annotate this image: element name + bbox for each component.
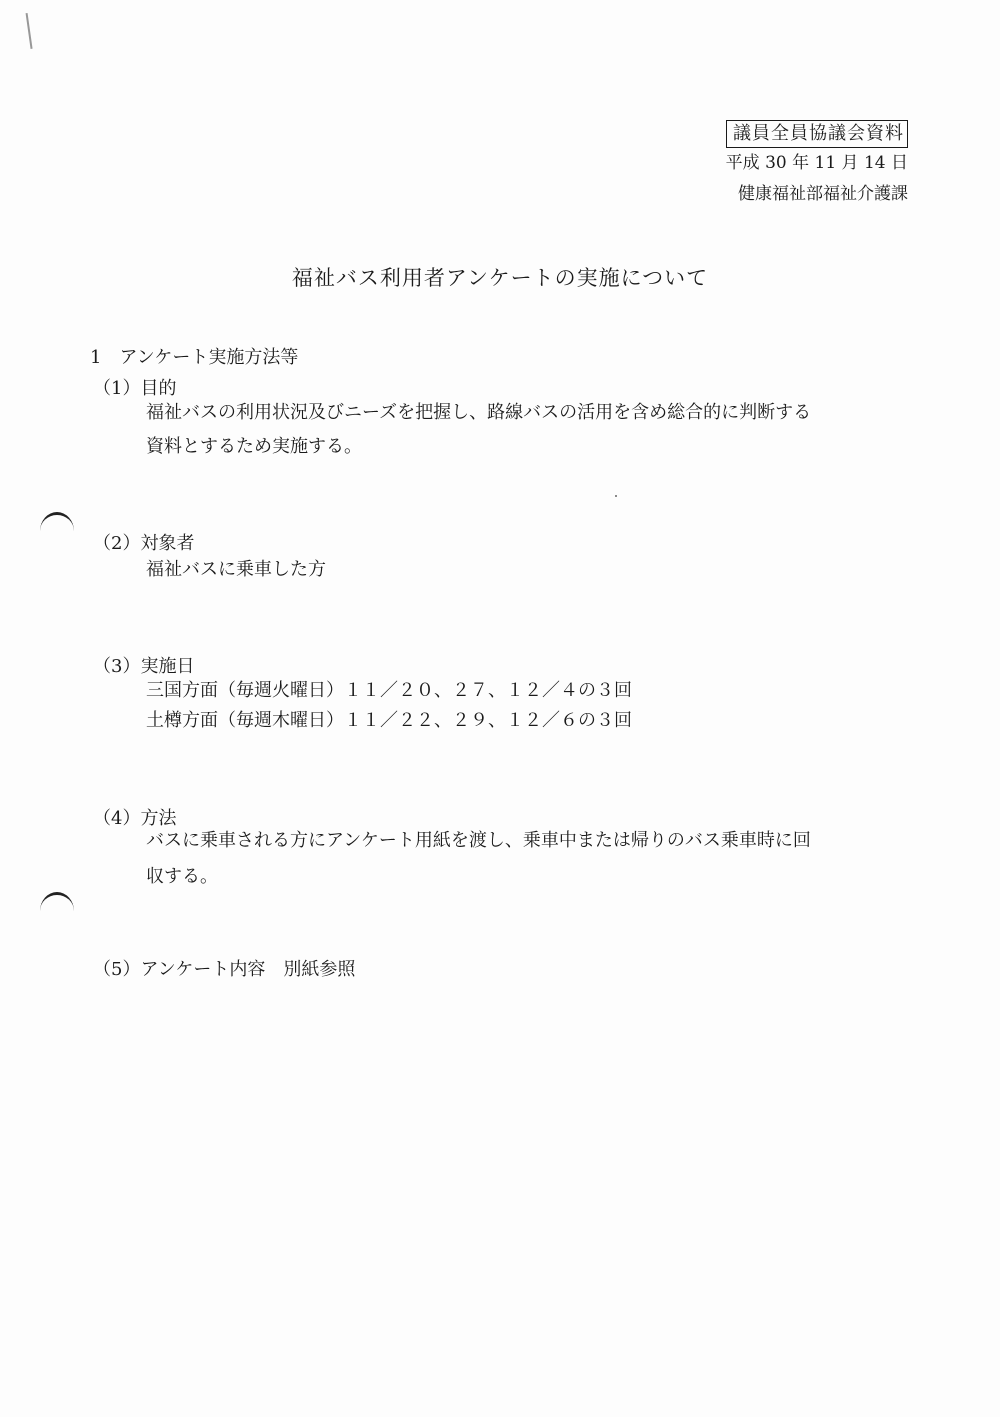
item-text-method-line2: 収する。 xyxy=(146,866,218,887)
item-heading-purpose: （1）目的 xyxy=(93,378,177,399)
punch-hole-bottom xyxy=(40,892,74,911)
item-heading-target: （2）対象者 xyxy=(93,533,195,554)
speck-decoration xyxy=(615,495,617,497)
item-text-dates-line2: 土樽方面（毎週木曜日）１１／２２、２９、１２／６の３回 xyxy=(146,710,632,731)
item-text-purpose-line1: 福祉バスの利用状況及びニーズを把握し、路線バスの活用を含め総合的に判断する xyxy=(146,402,812,423)
item-heading-method: （4）方法 xyxy=(93,808,177,829)
document-date: 平成 30 年 11 月 14 日 xyxy=(725,153,908,173)
issuing-department: 健康福祉部福祉介護課 xyxy=(738,184,908,204)
section-heading: 1 アンケート実施方法等 xyxy=(90,347,299,368)
item-heading-content: （5）アンケート内容 別紙参照 xyxy=(93,959,356,980)
punch-hole-top xyxy=(40,512,74,531)
item-heading-dates: （3）実施日 xyxy=(93,656,195,677)
pen-mark-decoration xyxy=(26,11,47,49)
item-text-dates-line1: 三国方面（毎週火曜日）１１／２０、２７、１２／４の３回 xyxy=(146,680,632,701)
header-block xyxy=(726,120,908,210)
meeting-material-stamp: 議員全員協議会資料 xyxy=(726,120,908,148)
item-text-method-line1: バスに乗車される方にアンケート用紙を渡し、乗車中または帰りのバス乗車時に回 xyxy=(146,830,811,851)
document-title: 福祉バス利用者アンケートの実施について xyxy=(291,266,709,290)
item-text-purpose-line2: 資料とするため実施する。 xyxy=(146,436,362,457)
item-text-target-line1: 福祉バスに乗車した方 xyxy=(146,559,326,580)
